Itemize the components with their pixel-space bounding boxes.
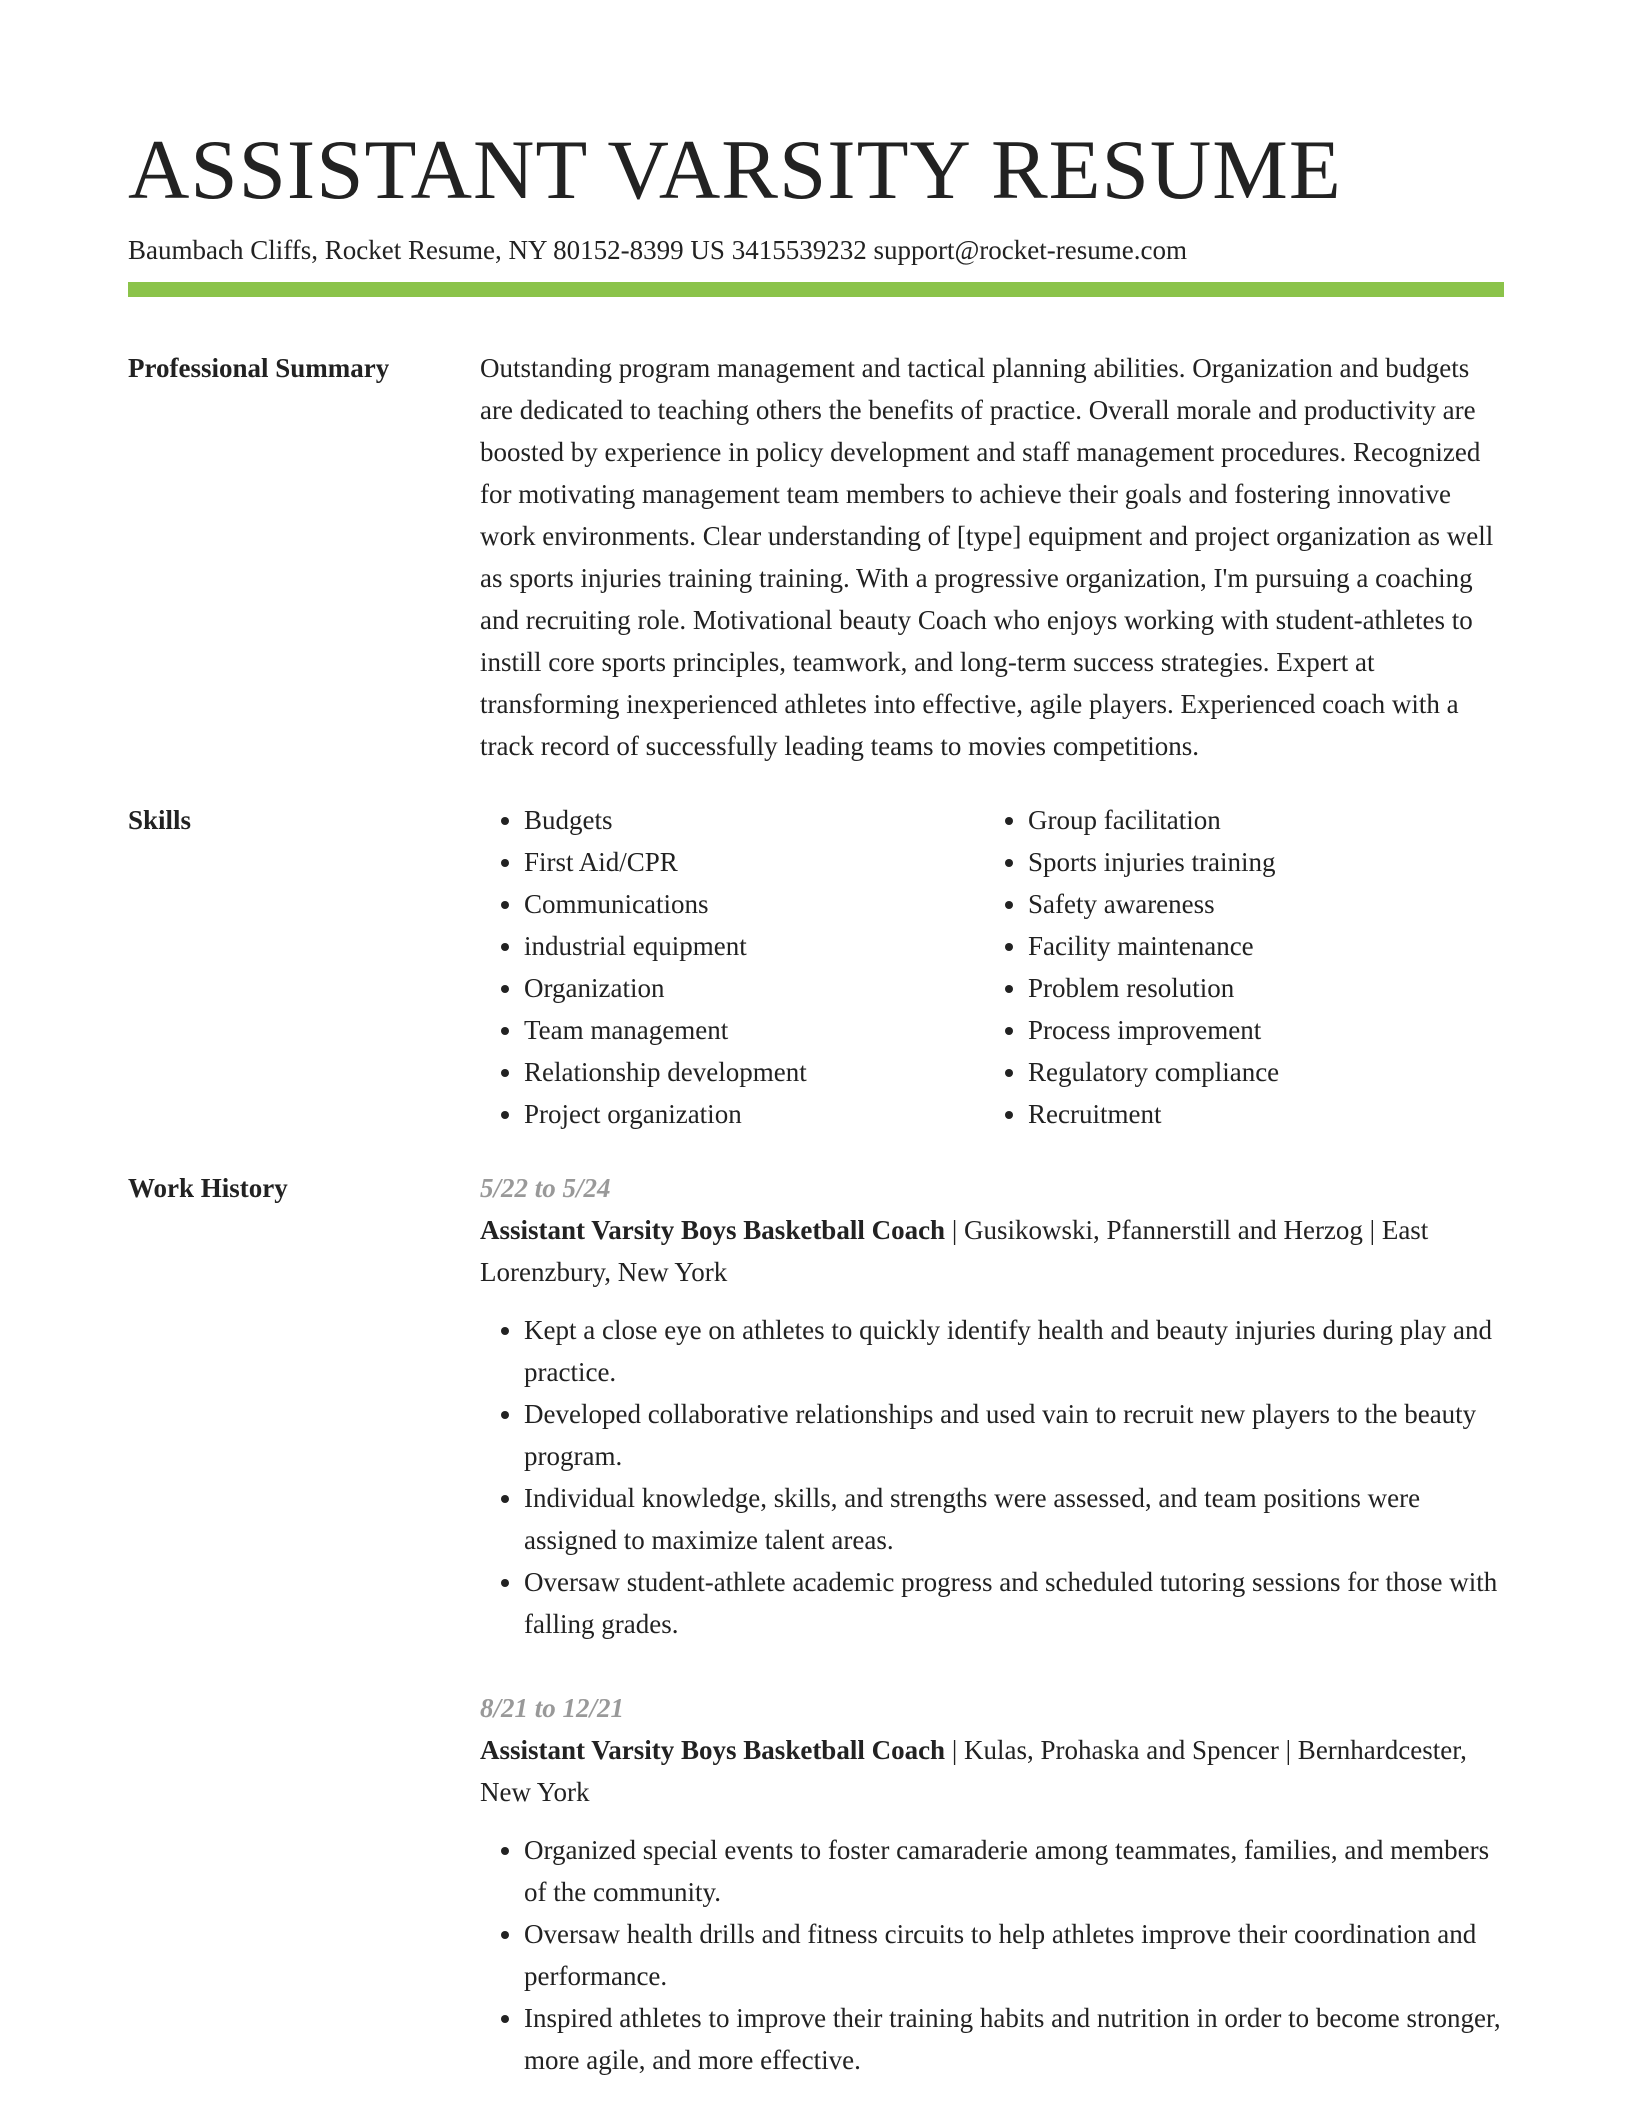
job-bullets (480, 1309, 1504, 1645)
summary-text: Outstanding program management and tactical planning abilities. Organization and budgets are dedicated to teaching others the benefits of practice. Overall morale and productivity are boosted by experience in policy development and staff management procedures. Recognized for motivating management team members to achieve their goals and fostering innovative work environments. Clear understanding of [type] equipment and project organization as well as sports injuries training training. With a progressive organization, I'm pursuing a coaching and recruiting role. Motivational beauty Coach who enjoys working with student-athletes to instill core sports principles, teamwork, and long-term success strategies. Expert at transforming inexperienced athletes into effective, agile players. Experienced coach with a track record of successfully leading teams to movies competitions. (480, 353, 1494, 761)
job-bullet: • Organized special events to foster camaraderie among teammates, families, and members of the community. (524, 1829, 1504, 1913)
section-heading: Work History (128, 1173, 288, 1203)
skill-item: • Organization (524, 967, 984, 1009)
job-employer-location: | Gusikowski, Pfannerstill and Herzog | East Lorenzbury, New York (480, 1215, 1429, 1287)
skill-item: • First Aid/CPR (524, 841, 984, 883)
job-bullets (480, 1829, 1504, 2081)
job-bullet: • Kept a close eye on athletes to quickly identify health and beauty injuries during play and practice. (524, 1309, 1504, 1393)
job-heading (480, 1209, 1504, 1293)
section-heading: Skills (128, 805, 192, 835)
job-entry (480, 1687, 1504, 2081)
job-dates: 8/21 to 12/21 (480, 1693, 625, 1723)
skill-item: • industrial equipment (524, 925, 984, 967)
job-bullet: • Developed collaborative relationships and used vain to recruit new players to the beauty program. (524, 1393, 1504, 1477)
job-bullet: • Inspired athletes to improve their training habits and nutrition in order to become stronger, more agile, and more effective. (524, 1997, 1504, 2081)
professional-summary-section (128, 347, 1504, 767)
skill-item: • Project organization (524, 1093, 984, 1135)
skill-item: • Problem resolution (1028, 967, 1488, 1009)
skill-item: • Team management (524, 1009, 984, 1051)
job-dates: 5/22 to 5/24 (480, 1173, 611, 1203)
skill-item: • Recruitment (1028, 1093, 1488, 1135)
job-title: Assistant Varsity Boys Basketball Coach (480, 1215, 946, 1245)
skill-item: • Communications (524, 883, 984, 925)
job-heading (480, 1729, 1504, 1813)
job-bullet: • Individual knowledge, skills, and strengths were assessed, and team positions were assigned to maximize talent areas. (524, 1477, 1504, 1561)
skill-item: • Budgets (524, 799, 984, 841)
skills-section (128, 799, 1504, 1135)
job-bullet: • Oversaw health drills and fitness circuits to help athletes improve their coordination and performance. (524, 1913, 1504, 1997)
resume-page (128, 0, 1504, 2081)
resume-title: ASSISTANT VARSITY RESUME (128, 123, 1342, 217)
skill-item: • Regulatory compliance (1028, 1051, 1488, 1093)
contact-info: Baumbach Cliffs, Rocket Resume, NY 80152-8399 US 3415539232 support@rocket-resume.com (128, 235, 1187, 265)
job-title: Assistant Varsity Boys Basketball Coach (480, 1735, 946, 1765)
skill-item: • Process improvement (1028, 1009, 1488, 1051)
skill-item: • Group facilitation (1028, 799, 1488, 841)
job-entry (480, 1167, 1504, 1645)
work-history-section (128, 1167, 1504, 2081)
job-bullet: • Oversaw student-athlete academic progress and scheduled tutoring sessions for those with falling grades. (524, 1561, 1504, 1645)
job-employer-location: | Kulas, Prohaska and Spencer | Bernhardcester, New York (480, 1735, 1467, 1807)
skill-item: • Facility maintenance (1028, 925, 1488, 967)
header-divider (128, 282, 1504, 297)
skill-item: • Safety awareness (1028, 883, 1488, 925)
section-heading: Professional Summary (128, 353, 390, 383)
skill-item: • Relationship development (524, 1051, 984, 1093)
skills-list-right (984, 799, 1488, 1135)
skills-list-left (480, 799, 984, 1135)
skill-item: • Sports injuries training (1028, 841, 1488, 883)
